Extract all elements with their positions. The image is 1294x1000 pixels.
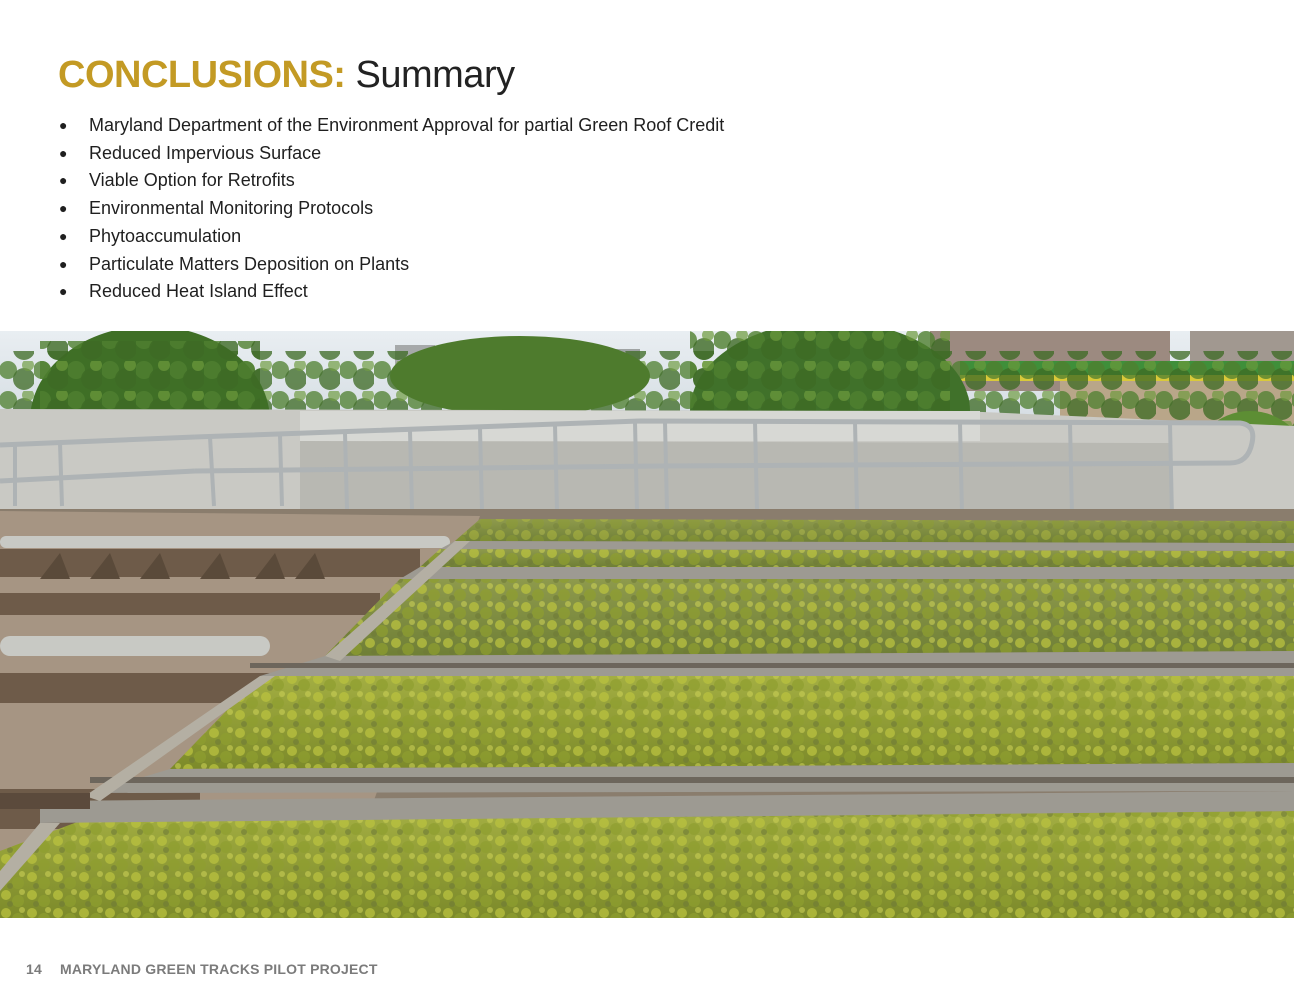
list-item-text: Reduced Heat Island Effect	[89, 281, 308, 302]
list-item-text: Particulate Matters Deposition on Plants	[89, 253, 410, 274]
page-footer	[26, 961, 378, 977]
document-title: MARYLAND GREEN TRACKS PILOT PROJECT	[59, 961, 378, 977]
list-item-text: Reduced Impervious Surface	[89, 142, 322, 163]
list-item-text: Phytoaccumulation	[89, 225, 242, 246]
page-title	[58, 52, 515, 98]
list-item	[58, 223, 724, 251]
title-rest: Summary	[355, 54, 515, 96]
title-lead: CONCLUSIONS:	[58, 54, 346, 96]
list-item-text: Environmental Monitoring Protocols	[89, 198, 374, 219]
bullet-icon: ●	[59, 200, 68, 217]
list-item	[58, 112, 724, 140]
bullet-icon: ●	[59, 255, 68, 272]
bullet-icon: ●	[59, 283, 68, 300]
page-number: 14	[26, 961, 42, 977]
green-track-photo	[0, 331, 1294, 918]
summary-list	[58, 112, 724, 306]
list-item	[58, 251, 724, 279]
list-item-text: Maryland Department of the Environment Approval for partial Green Roof Credit	[89, 115, 725, 135]
bullet-icon: ●	[59, 117, 68, 133]
list-item	[58, 278, 724, 306]
bullet-icon: ●	[59, 144, 68, 161]
bullet-icon: ●	[59, 227, 68, 244]
list-item	[58, 140, 724, 168]
bullet-icon: ●	[59, 172, 68, 189]
list-item	[58, 167, 724, 195]
list-item-text: Viable Option for Retrofits	[89, 170, 295, 191]
list-item	[58, 195, 724, 223]
